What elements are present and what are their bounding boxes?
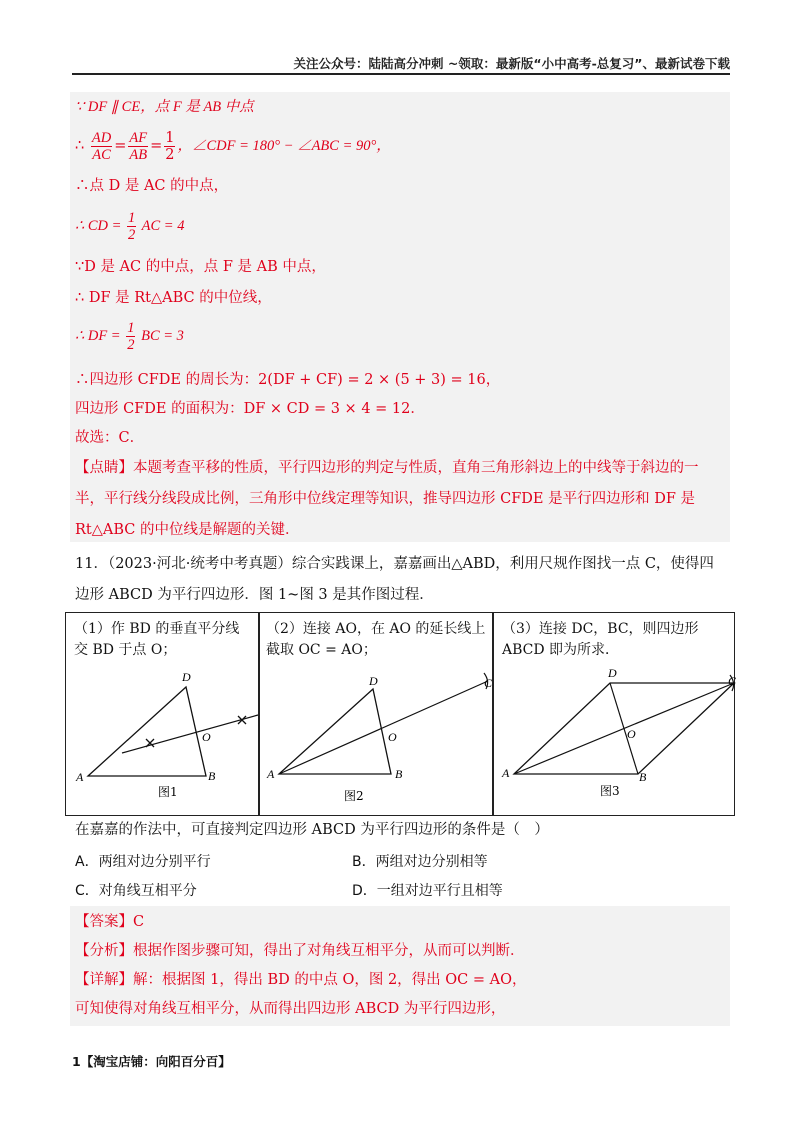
equals-sign: =	[114, 138, 127, 154]
answer-line: 【答案】C	[75, 914, 145, 930]
ratio-af-ab	[128, 130, 148, 163]
frac-num: 1	[127, 320, 135, 337]
point-a-label: A	[76, 770, 84, 784]
half-fraction	[126, 320, 135, 353]
triangle-abd	[88, 687, 206, 776]
point-c-label: C	[728, 674, 736, 688]
solution-line-1: ∵ DF ∥ CE，点 F 是 AB 中点	[75, 99, 254, 115]
solution-line-8: ∴四边形 CFDE 的周长为：2(DF + CF) = 2 × (5 + 3) = 16，	[75, 372, 501, 388]
perpendicular-bisector	[122, 715, 258, 753]
figure-table	[65, 612, 735, 816]
frac-num: 1	[128, 210, 136, 227]
df-rhs: BC = 3	[141, 328, 184, 344]
frac-num: AF	[129, 129, 148, 146]
fig2-label: 图2	[344, 789, 364, 803]
point-b-label: B	[395, 767, 403, 781]
point-o-label: O	[388, 730, 397, 744]
q11-question: 在嘉嘉的作法中，可直接判定四边形 ABCD 为平行四边形的条件是（ ）	[75, 822, 549, 838]
fig2-caption: （2）连接 AO，在 AO 的延长线上截取 OC = AO；	[266, 621, 486, 658]
detail-line-2: 可知使得对角线互相平分，从而得出四边形 ABCD 为平行四边形，	[75, 1001, 506, 1017]
fig1-caption: （1）作 BD 的垂直平分线交 BD 于点 O；	[74, 621, 240, 658]
detail-line-1: 【详解】解：根据图 1，得出 BD 的中点 O，图 2，得出 OC = AO，	[75, 972, 527, 988]
angle-relation: ，∠CDF = 180° − ∠ABC = 90°，	[177, 138, 391, 154]
ray-ao	[279, 681, 488, 774]
analysis-line: 【分析】根据作图步骤可知，得出了对角线互相平分，从而可以判断．	[75, 943, 525, 959]
arc-mark	[146, 739, 154, 747]
ratio-half	[164, 130, 175, 163]
frac-den: 2	[165, 146, 175, 163]
frac-num: 1	[165, 129, 175, 146]
dianjing-note: 【点睛】本题考查平移的性质，平行四边形的判定与性质，直角三角形斜边上的中线等于斜边的一半，平行线分线段成比例，三角形中位线定理等知识，推导四边形 CFDE 是平行四边形和 DF 是 Rt△ABC 的中位线是解题的关键．	[75, 460, 699, 538]
point-d-label: D	[182, 670, 191, 684]
solution-line-4	[75, 208, 184, 244]
fig1-label: 图1	[158, 785, 178, 799]
solution-line-3: ∴点 D 是 AC 的中点，	[75, 178, 229, 194]
frac-den: 2	[128, 227, 136, 244]
point-o-label: O	[202, 730, 211, 744]
solution-line-9: 四边形 CFDE 的面积为：DF × CD = 3 × 4 = 12．	[75, 401, 425, 417]
figure-1	[75, 670, 258, 799]
option-c[interactable]: C．对角线互相平分	[75, 883, 197, 899]
df-lhs: ∴ DF =	[75, 328, 121, 344]
figure-3	[501, 666, 736, 798]
solution-line-6: ∴ DF 是 Rt△ABC 的中位线，	[75, 290, 272, 306]
option-d[interactable]: D．一组对边平行且相等	[352, 883, 503, 899]
frac-den: AB	[129, 146, 148, 163]
fig3-label: 图3	[600, 784, 620, 798]
ratio-ad-ac	[91, 130, 112, 163]
frac-num: AD	[91, 129, 112, 146]
therefore-sign: ∴	[75, 138, 85, 154]
point-d-label: D	[608, 666, 617, 680]
point-a-label: A	[267, 767, 275, 781]
half-fraction	[127, 210, 136, 243]
construction-diagrams	[66, 613, 736, 817]
solution-line-10: 故选：C．	[75, 430, 145, 446]
point-d-label: D	[369, 674, 378, 688]
point-a-label: A	[502, 766, 510, 780]
equals-sign: =	[150, 138, 163, 154]
point-b-label: B	[639, 770, 647, 784]
cd-rhs: AC = 4	[141, 218, 185, 234]
frac-den: AC	[92, 146, 111, 163]
header-rule	[72, 73, 730, 75]
figure-2	[266, 673, 493, 803]
point-o-label: O	[627, 727, 636, 741]
option-b[interactable]: B．两组对边分别相等	[352, 854, 488, 870]
option-a[interactable]: A．两组对边分别平行	[75, 854, 211, 870]
solution-line-7	[75, 318, 184, 354]
page-header: 关注公众号：陆陆高分冲刺 ~领取：最新版“小中高考-总复习”、最新试卷下载	[293, 56, 730, 71]
point-c-label: C	[484, 676, 493, 690]
cd-lhs: ∴ CD =	[75, 218, 122, 234]
point-b-label: B	[208, 769, 216, 783]
q11-stem: 11．（2023·河北·统考中考真题）综合实践课上，嘉嘉画出△ABD，利用尺规作图找一点 C，使得四边形 ABCD 为平行四边形．图 1~图 3 是其作图过程．	[75, 556, 714, 603]
page-footer: 1【淘宝店铺：向阳百分百】	[72, 1054, 231, 1069]
fig3-caption: （3）连接 DC，BC，则四边形 ABCD 即为所求．	[502, 621, 699, 658]
solution-line-2	[75, 128, 391, 164]
frac-den: 2	[127, 337, 135, 354]
solution-line-5: ∵D 是 AC 的中点，点 F 是 AB 中点，	[75, 259, 326, 275]
diagonal-ac	[514, 683, 734, 774]
